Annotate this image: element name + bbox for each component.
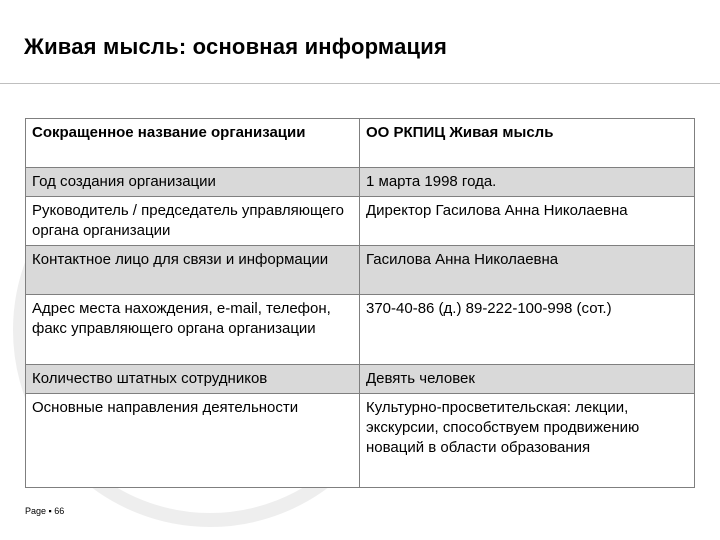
- row-label: Год создания организации: [26, 168, 360, 197]
- table-row: [26, 119, 695, 168]
- table-row: [26, 168, 695, 197]
- row-value: ОО РКПИЦ Живая мысль: [360, 119, 695, 168]
- table-row: [26, 197, 695, 246]
- row-label: Основные направления деятельности: [26, 394, 360, 488]
- table-row: [26, 295, 695, 365]
- row-label: Контактное лицо для связи и информации: [26, 246, 360, 295]
- row-value: Девять человек: [360, 365, 695, 394]
- row-label: Сокращенное название организации: [26, 119, 360, 168]
- row-value: Директор Гасилова Анна Николаевна: [360, 197, 695, 246]
- page-title: Живая мысль: основная информация: [24, 34, 448, 59]
- title-divider: [0, 83, 720, 84]
- table-row: [26, 365, 695, 394]
- info-table: [25, 118, 695, 488]
- row-value: 1 марта 1998 года.: [360, 168, 695, 197]
- row-label: Количество штатных сотрудников: [26, 365, 360, 394]
- page-number: Page ▪ 66: [25, 506, 65, 516]
- row-value: 370-40-86 (д.) 89-222-100-998 (сот.): [360, 295, 695, 365]
- row-label: Руководитель / председатель управляющего органа организации: [26, 197, 360, 246]
- row-label: Адрес места нахождения, e-mail, телефон, факс управляющего органа организации: [26, 295, 360, 365]
- table-row: [26, 246, 695, 295]
- row-value: Культурно-просветительская: лекции, экскурсии, способствуем продвижению новаций в области образования: [360, 394, 695, 488]
- table-row: [26, 394, 695, 488]
- row-value: Гасилова Анна Николаевна: [360, 246, 695, 295]
